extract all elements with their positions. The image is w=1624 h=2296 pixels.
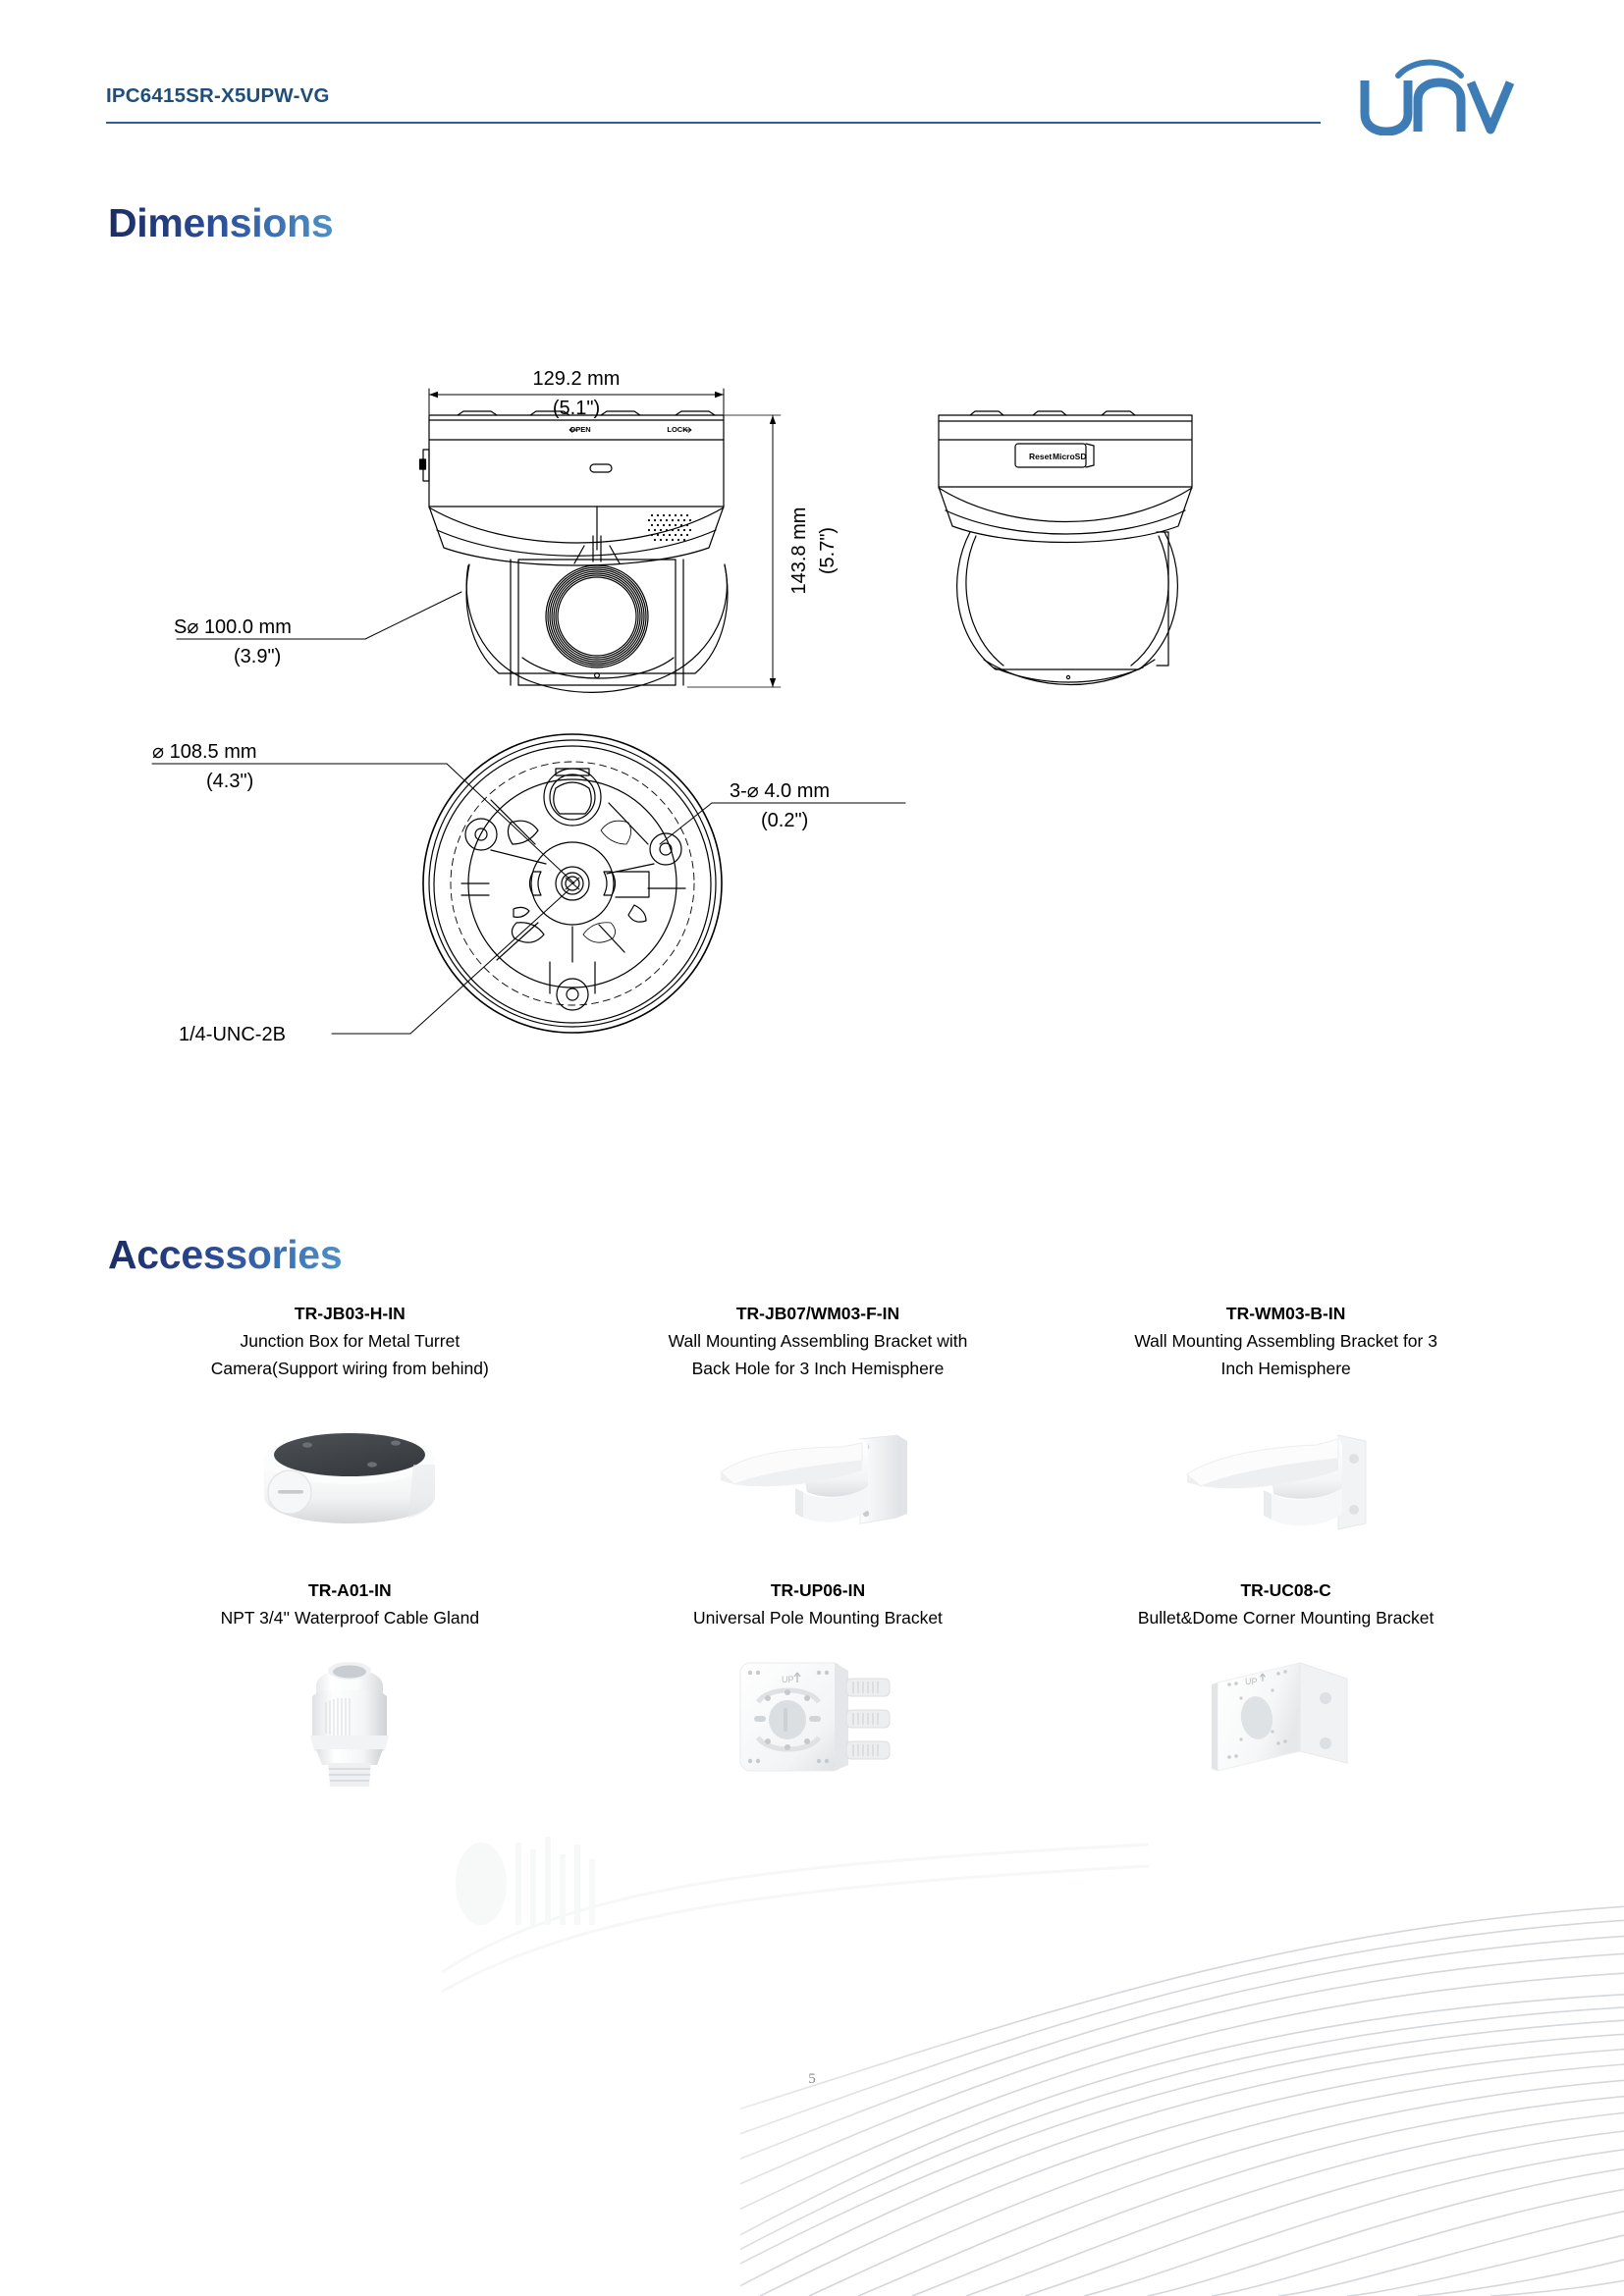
junction-box-icon <box>246 1415 453 1533</box>
header-divider <box>106 122 1321 124</box>
accessory-description <box>584 1604 1053 1631</box>
accessory-description <box>1052 1604 1520 1631</box>
accessory-code: TR-JB07/WM03-F-IN <box>735 1304 900 1323</box>
unv-logo <box>1341 45 1518 135</box>
accessory-description-line: Bullet&Dome Corner Mounting Bracket <box>1137 1607 1435 1628</box>
dim-sphere-mm: S⌀ 100.0 mm <box>174 616 292 638</box>
dim-front-width-in: (5.1") <box>552 398 601 419</box>
page-title: IPC6415SR-X5UPW-VG <box>106 84 330 107</box>
accessory-image <box>116 1401 584 1548</box>
accessory-image <box>584 1401 1053 1548</box>
dim-holes-mm: 3-⌀ 4.0 mm <box>730 780 831 802</box>
accessories-grid <box>116 1301 1520 1789</box>
accessory-description-line: NPT 3/4'' Waterproof Cable Gland <box>220 1607 480 1628</box>
dim-bottom-diameter-mm: ⌀ 108.5 mm <box>152 741 257 763</box>
accessory-image <box>584 1641 1053 1789</box>
dim-bottom-diameter-in: (4.3") <box>206 771 254 792</box>
accessories-row <box>116 1301 1520 1548</box>
accessory-item <box>116 1577 584 1789</box>
accessory-description-line: Junction Box for Metal Turret <box>240 1331 460 1352</box>
dim-front-height-in: (5.7") <box>817 526 839 575</box>
accessory-item <box>1052 1301 1520 1548</box>
accessory-code: TR-UP06-IN <box>770 1579 866 1600</box>
label-lock: LOCK <box>667 425 688 434</box>
accessory-description-line: Inch Hemisphere <box>1220 1359 1351 1379</box>
svg-text:UP: UP <box>781 1675 794 1685</box>
dim-sphere-in: (3.9") <box>234 646 282 667</box>
accessory-image <box>1052 1641 1520 1789</box>
pole-bracket-icon <box>725 1641 911 1789</box>
accessory-description <box>584 1327 1053 1383</box>
label-open: OPEN <box>569 425 591 434</box>
accessory-description-line: Universal Pole Mounting Bracket <box>693 1607 943 1628</box>
accessory-description-line: Camera(Support wiring from behind) <box>210 1359 489 1379</box>
accessory-description <box>116 1327 584 1383</box>
accessories-row <box>116 1577 1520 1789</box>
accessory-image <box>116 1641 584 1789</box>
dim-holes-in: (0.2") <box>761 810 809 831</box>
background-wave-pattern <box>740 1844 1624 2296</box>
dim-front-width-mm: 129.2 mm <box>532 368 621 390</box>
dimension-drawings <box>0 353 1624 1158</box>
accessory-description-line: Wall Mounting Assembling Bracket with <box>668 1331 968 1352</box>
page-header <box>106 84 1518 153</box>
svg-text:UP: UP <box>1244 1677 1258 1687</box>
wall-bracket-icon <box>1173 1415 1399 1533</box>
accessory-item <box>584 1301 1053 1548</box>
accessory-code: TR-UC08-C <box>1240 1579 1331 1600</box>
accessory-description-line: Back Hole for 3 Inch Hemisphere <box>691 1359 945 1379</box>
section-heading-dimensions: Dimensions <box>108 200 334 245</box>
accessory-description <box>116 1604 584 1631</box>
section-heading-accessories: Accessories <box>108 1232 343 1277</box>
accessory-item <box>584 1577 1053 1789</box>
accessory-item <box>1052 1577 1520 1789</box>
accessory-code: TR-WM03-B-IN <box>1225 1304 1346 1323</box>
accessory-description <box>1052 1327 1520 1383</box>
label-reset: Reset <box>1029 452 1053 461</box>
page-number: 5 <box>808 2071 816 2087</box>
wall-bracket-back-hole-icon <box>705 1415 931 1533</box>
accessory-description-line: Wall Mounting Assembling Bracket for 3 <box>1134 1331 1437 1352</box>
label-microsd: MicroSD <box>1053 452 1087 461</box>
accessory-code: TR-JB03-H-IN <box>294 1304 406 1323</box>
accessory-image <box>1052 1401 1520 1548</box>
cable-gland-icon <box>291 1641 408 1789</box>
dim-front-height-mm: 143.8 mm <box>788 507 810 595</box>
accessory-item <box>116 1301 584 1548</box>
background-watermark <box>422 1825 1168 2011</box>
accessory-code: TR-A01-IN <box>308 1579 392 1600</box>
dim-thread-spec: 1/4-UNC-2B <box>179 1024 286 1045</box>
corner-bracket-icon <box>1198 1641 1375 1789</box>
